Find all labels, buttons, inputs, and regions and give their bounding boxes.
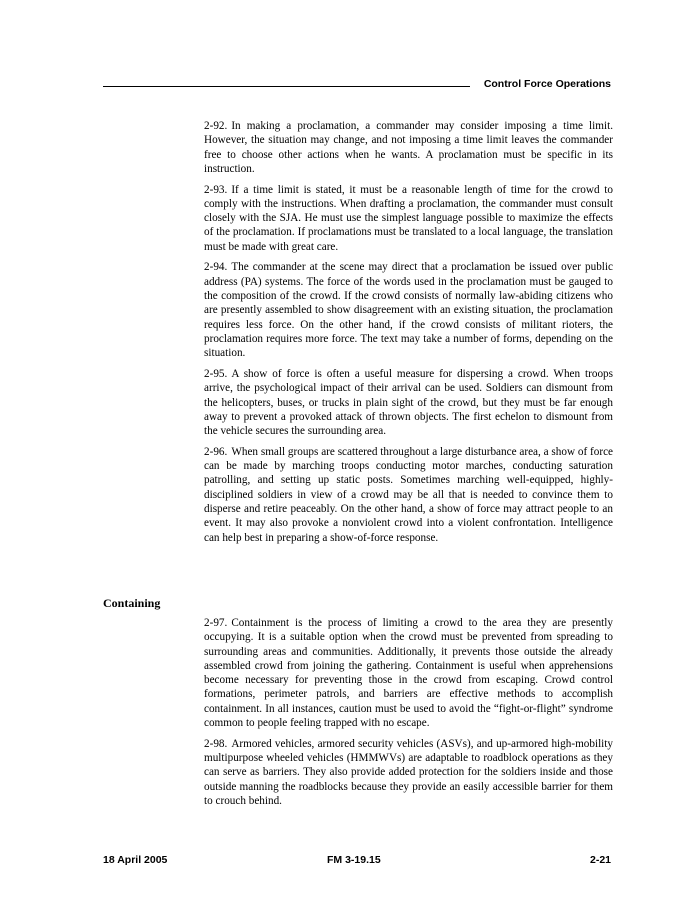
- paragraph-2-92: [204, 119, 613, 176]
- paragraph-2-93: [204, 183, 613, 254]
- footer-page-number: 2-21: [589, 854, 611, 866]
- paragraph-text: A show of force is often a useful measure for dispersing a crowd. When troops arrive, the psychological impact of their arrival can be used. Soldiers can dismount from the helicopters, buses, or trucks in plain sight of the crowd, but they must be far enough away to prevent a provoked attack of thrown objects. The first echelon to dismount from the vehicle secures the surrounding area.: [204, 367, 613, 438]
- main-text-column: [204, 119, 613, 551]
- section-heading-containing: Containing: [103, 596, 161, 610]
- header-rule: [103, 86, 470, 87]
- paragraph-number: 2-96.: [204, 445, 228, 458]
- paragraph-text: If a time limit is stated, it must be a reasonable length of time for the crowd to comply with the instructions. When drafting a proclamation, the commander must consult closely with the SJA. He must use the simplest language possible to maximize the effects of the proclamation. If proclamations must be translated to a local language, the translation must be made with great care.: [204, 183, 613, 253]
- section-text-column: [204, 616, 613, 815]
- paragraph-number: 2-94.: [204, 261, 228, 274]
- paragraph-text: Armored vehicles, armored security vehicles (ASVs), and up-armored high-mobility multipurpose wheeled vehicles (HMMWVs) are adaptable to roadblock operations as they can serve as barriers. They also provide added protection for the soldiers inside and those outside manning the roadblocks because they provide an easily accessible barrier for them to crouch behind.: [204, 737, 613, 807]
- paragraph-text: Containment is the process of limiting a crowd to the area they are presently occupying. It is a suitable option when the crowd must be prevented from spreading to surrounding areas and communities. Additionally, it prevents those outside the already assembled crowd from joining the gathering. Containment is useful when apprehensions become necessary for preventing those in the crowd from escaping. Crowd control formations, perimeter patrols, and barriers are effective methods to accomplish containment. In all instances, caution must be used to avoid the “fight-or-flight” syndrome common to people feeling trapped with no escape.: [204, 617, 613, 730]
- paragraph-text: In making a proclamation, a commander may consider imposing a time limit. However, the situation may change, and not imposing a time limit leaves the commander free to choose other actions when he wants. A proclamation must be specific in its instruction.: [204, 120, 613, 175]
- running-header-title: Control Force Operations: [483, 78, 611, 90]
- paragraph-2-97: [204, 616, 613, 730]
- footer-manual-number: FM 3-19.15: [327, 854, 381, 866]
- paragraph-number: 2-95.: [204, 367, 228, 380]
- paragraph-text: When small groups are scattered throughout a large disturbance area, a show of force can be made by marching troops conducting motor marches, conducting saturation patrolling, and setting up static posts. Sometimes marching well-equipped, highly-disciplined soldiers in view of a crowd may be all that is needed to convince them to disperse and retire peaceably. On the other hand, a show of force may attract people to an event. It may also provoke a nonviolent crowd into a violent confrontation. Intelligence can help best in preparing a show-of-force response.: [204, 445, 613, 544]
- paragraph-2-98: [204, 737, 613, 808]
- paragraph-2-95: [204, 367, 613, 438]
- paragraph-2-96: [204, 445, 613, 545]
- paragraph-number: 2-98.: [204, 737, 228, 750]
- footer-date: 18 April 2005: [103, 854, 168, 866]
- paragraph-number: 2-93.: [204, 183, 228, 196]
- paragraph-text: The commander at the scene may direct that a proclamation be issued over public address (PA) systems. The force of the words used in the proclamation must be gauged to the composition of the crowd. If the crowd consists of normally law-abiding citizens who are presently assembled to show disagreement with an existing situation, the proclamation requires less force. On the other hand, if the crowd consists of militant rioters, the proclamation requires more force. The text may take a number of forms, depending on the situation.: [204, 261, 613, 360]
- paragraph-2-94: [204, 260, 613, 360]
- paragraph-number: 2-97.: [204, 617, 228, 629]
- paragraph-number: 2-92.: [204, 120, 228, 132]
